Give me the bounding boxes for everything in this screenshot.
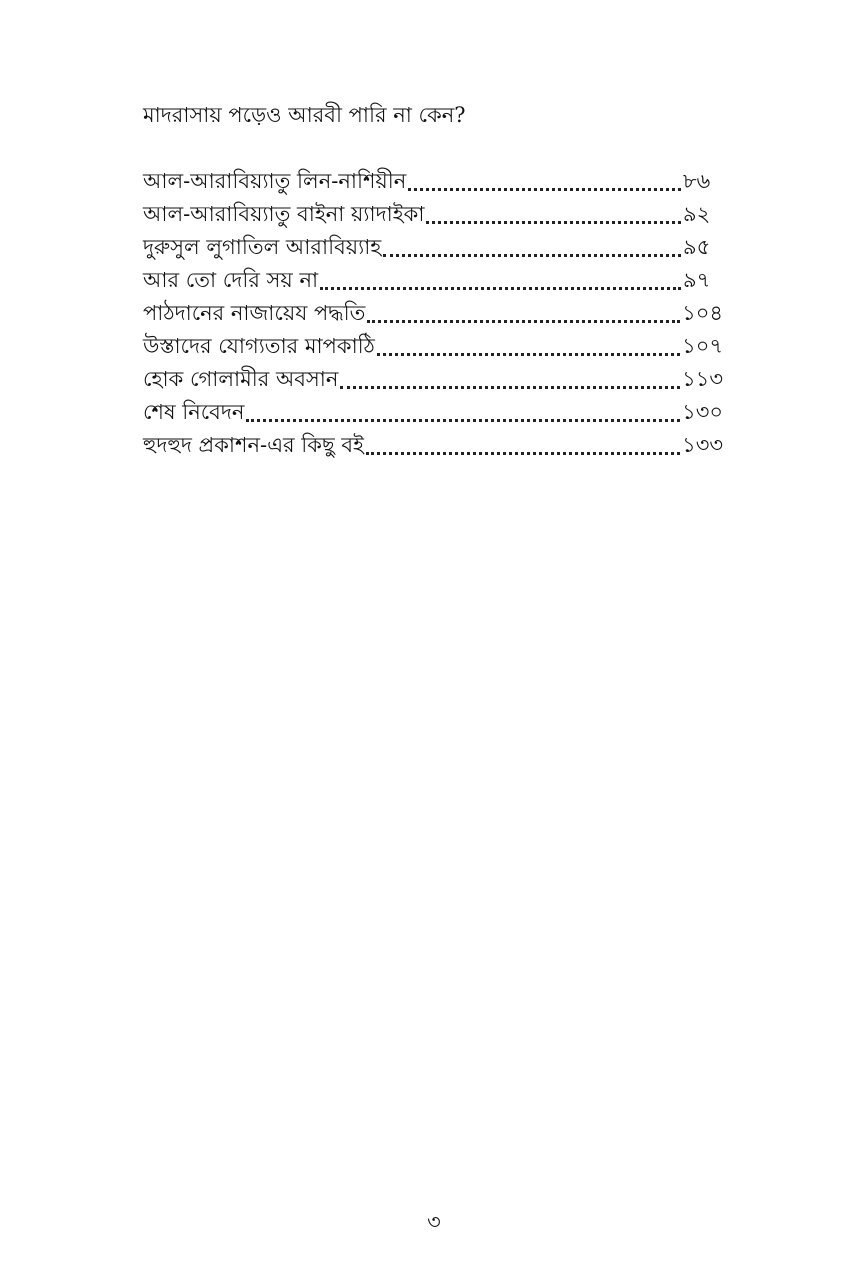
toc-entry-title: দুরুসুল লুগাতিল আরাবিয়্যাহ bbox=[143, 235, 382, 259]
toc-entry-title: আর তো দেরি সয় না bbox=[143, 268, 319, 292]
dotted-leader bbox=[426, 221, 681, 224]
toc-entry bbox=[143, 360, 723, 393]
toc-entry bbox=[143, 294, 723, 327]
dotted-leader bbox=[366, 452, 680, 455]
toc-entry-page: ৮৬ bbox=[683, 169, 711, 193]
toc-entry-title: আল-আরাবিয়্যাতু লিন-নাশিয়ীন bbox=[143, 169, 407, 193]
toc-entry-page: ১০৭ bbox=[682, 334, 723, 358]
toc-entry bbox=[143, 393, 723, 426]
dotted-leader bbox=[383, 254, 681, 257]
toc-entry-page: ১৩৩ bbox=[682, 433, 723, 457]
dotted-leader bbox=[377, 353, 680, 356]
toc-entry-title: উস্তাদের যোগ্যতার মাপকাঠি bbox=[143, 334, 375, 358]
table-of-contents bbox=[143, 162, 723, 459]
toc-entry bbox=[143, 426, 723, 459]
section-heading: মাদরাসায় পড়েও আরবী পারি না কেন? bbox=[143, 103, 466, 127]
toc-entry bbox=[143, 162, 723, 195]
dotted-leader bbox=[320, 287, 681, 290]
dotted-leader bbox=[246, 419, 680, 422]
toc-entry bbox=[143, 195, 723, 228]
toc-entry-page: ১১৩ bbox=[682, 367, 723, 391]
toc-entry bbox=[143, 327, 723, 360]
dotted-leader bbox=[367, 320, 680, 323]
dotted-leader bbox=[408, 188, 681, 191]
toc-entry-page: ১০৪ bbox=[682, 301, 723, 325]
toc-entry-title: আল-আরাবিয়্যাতু বাইনা য়্যাদাইকা bbox=[143, 202, 425, 226]
toc-entry-title: পাঠদানের নাজায়েয পদ্ধতি bbox=[143, 301, 366, 325]
toc-entry-title: হোক গোলামীর অবসান bbox=[143, 367, 339, 391]
toc-entry bbox=[143, 261, 723, 294]
toc-entry-page: ৯২ bbox=[683, 202, 711, 226]
toc-entry-page: ৯৫ bbox=[683, 235, 711, 259]
page-number: ৩ bbox=[427, 1210, 441, 1234]
toc-entry-page: ৯৭ bbox=[683, 268, 711, 292]
toc-entry bbox=[143, 228, 723, 261]
dotted-leader bbox=[340, 386, 680, 389]
toc-entry-title: শেষ নিবেদন bbox=[143, 400, 245, 424]
toc-entry-page: ১৩০ bbox=[682, 400, 723, 424]
toc-entry-title: হুদহুদ প্রকাশন-এর কিছু বই bbox=[143, 433, 364, 457]
